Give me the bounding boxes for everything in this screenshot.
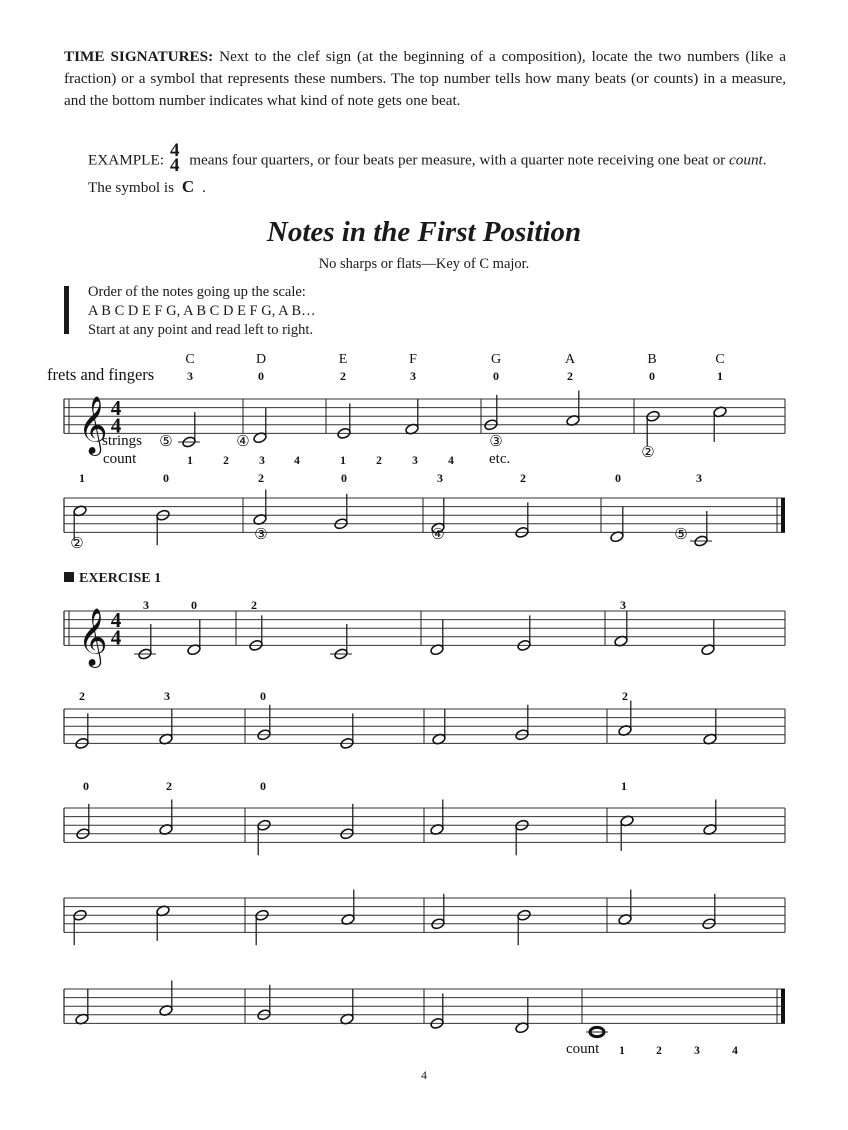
- strings-label: strings: [102, 433, 143, 449]
- finger-number: 0: [260, 779, 266, 793]
- time-signature-bottom: 4: [110, 413, 122, 438]
- count-number: 1: [187, 455, 193, 467]
- example-label: EXAMPLE:: [88, 151, 164, 169]
- common-time-symbol: C: [181, 177, 195, 196]
- string-number: ⑤: [159, 434, 173, 450]
- time-signature-top: 4: [169, 140, 180, 161]
- string-number: ③: [254, 527, 268, 543]
- count-number: 2: [656, 1045, 662, 1057]
- finger-number: 2: [340, 369, 346, 383]
- finger-number: 3: [164, 689, 170, 703]
- note-name: G: [490, 352, 502, 367]
- count-label: count: [566, 1041, 600, 1057]
- finger-number: 2: [258, 471, 264, 485]
- order-line-1: Order of the notes going up the scale:: [88, 284, 306, 300]
- finger-number: 3: [620, 598, 626, 612]
- finger-number: 0: [493, 369, 499, 383]
- finger-number: 2: [251, 598, 257, 612]
- finger-number: 3: [696, 471, 702, 485]
- treble-clef-icon: 𝄞: [78, 396, 108, 453]
- finger-number: 2: [79, 689, 85, 703]
- time-signatures-heading: TIME SIGNATURES:: [64, 48, 214, 65]
- count-number: 3: [412, 455, 418, 467]
- count-number: 4: [448, 455, 454, 467]
- finger-number: 1: [79, 471, 85, 485]
- finger-number: 2: [622, 689, 628, 703]
- string-number: ②: [70, 536, 84, 552]
- count-number: 3: [259, 455, 265, 467]
- finger-number: 1: [717, 369, 723, 383]
- finger-number: 0: [649, 369, 655, 383]
- final-barline-thick: [781, 498, 785, 532]
- example-italic-count: count: [729, 151, 763, 169]
- finger-number: 1: [621, 779, 627, 793]
- frets-and-fingers-label: frets and fingers: [47, 365, 155, 384]
- count-number: 4: [732, 1045, 738, 1057]
- treble-clef-icon: 𝄞: [78, 608, 108, 665]
- count-number: 3: [694, 1045, 700, 1057]
- example-text-2: . The symbol is: [88, 151, 767, 196]
- section-title: Notes in the First Position: [266, 216, 582, 248]
- finger-number: 3: [187, 369, 193, 383]
- finger-number: 2: [166, 779, 172, 793]
- page-number: 4: [421, 1068, 427, 1082]
- string-number: ⑤: [674, 527, 688, 543]
- time-signature-bottom: 4: [110, 625, 122, 650]
- section-subtitle: No sharps or flats—Key of C major.: [318, 256, 530, 272]
- note-name: A: [564, 352, 576, 367]
- note-name: C: [715, 352, 725, 367]
- exercise-label: EXERCISE 1: [79, 571, 162, 586]
- note-name: E: [338, 352, 348, 367]
- count-number: 1: [340, 455, 346, 467]
- string-number: ②: [641, 445, 655, 461]
- time-signature-top: 4: [110, 396, 122, 421]
- finger-number: 0: [260, 689, 266, 703]
- count-number: 2: [376, 455, 382, 467]
- example-text-3: .: [198, 179, 206, 196]
- finger-number: 0: [191, 598, 197, 612]
- order-line-2: A B C D E F G, A B C D E F G, A B…: [88, 303, 316, 319]
- finger-number: 0: [83, 779, 89, 793]
- final-barline-thick: [781, 989, 785, 1023]
- note-name: C: [185, 352, 195, 367]
- order-line-3: Start at any point and read left to right.: [88, 322, 314, 338]
- time-signatures-text: Next to the clef sign (at the beginning of a composition), locate the two numbers (like a fraction) or a symbol that represents these numbers. The top number tells how many beats (or counts) in a measure, and the bottom number indicates what kind of note gets one beat.: [64, 48, 786, 109]
- count-label: count: [103, 451, 137, 467]
- finger-number: 0: [258, 369, 264, 383]
- finger-number: 2: [567, 369, 573, 383]
- count-number: 1: [619, 1045, 625, 1057]
- note-name: B: [647, 352, 657, 367]
- finger-number: 3: [143, 598, 149, 612]
- string-number: ④: [431, 527, 445, 543]
- finger-number: 3: [410, 369, 416, 383]
- count-number: 2: [223, 455, 229, 467]
- string-number: ④: [236, 434, 250, 450]
- finger-number: 0: [341, 471, 347, 485]
- note-name: D: [255, 352, 267, 367]
- note-name: F: [409, 352, 417, 367]
- finger-number: 2: [520, 471, 526, 485]
- finger-number: 0: [163, 471, 169, 485]
- example-text-1: means four quarters, or four beats per measure, with a quarter note receiving one beat or: [185, 151, 730, 169]
- etc-label: etc.: [489, 451, 511, 467]
- count-number: 4: [294, 455, 300, 467]
- finger-number: 3: [437, 471, 443, 485]
- string-number: ③: [489, 434, 503, 450]
- time-signature-bottom: 4: [169, 155, 180, 176]
- finger-number: 0: [615, 471, 621, 485]
- time-signature-top: 4: [110, 608, 122, 633]
